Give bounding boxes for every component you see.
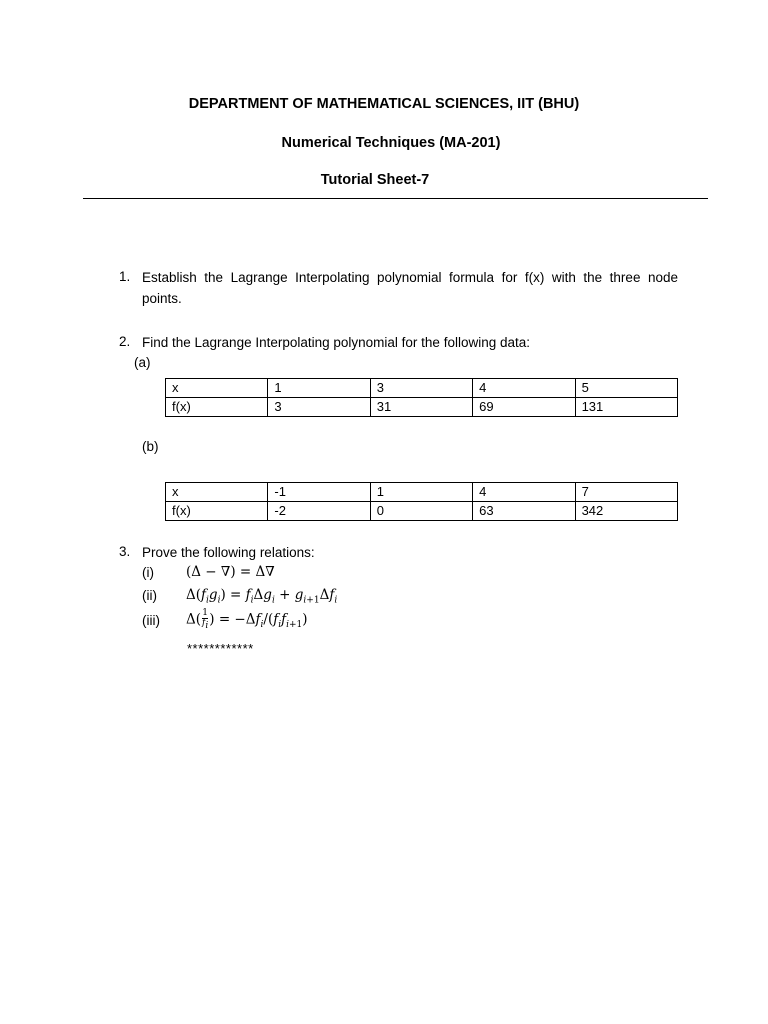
table-cell: 3 — [268, 398, 370, 417]
table-cell: 0 — [370, 502, 472, 521]
part-b-label: (b) — [142, 439, 159, 454]
table-cell: x — [166, 379, 268, 398]
table-row — [166, 398, 678, 417]
table-cell: 4 — [473, 379, 575, 398]
question-2-text: Find the Lagrange Interpolating polynomial for the following data: — [142, 335, 530, 350]
header-divider — [83, 198, 708, 199]
table-cell: 342 — [575, 502, 677, 521]
table-cell: -2 — [268, 502, 370, 521]
table-cell: 63 — [473, 502, 575, 521]
department-title: DEPARTMENT OF MATHEMATICAL SCIENCES, IIT (BHU) — [188, 96, 580, 112]
question-1-text: Establish the Lagrange Interpolating polynomial formula for f(x) with the three node points. — [142, 270, 678, 306]
question-1-number: 1. — [119, 269, 131, 284]
relation-3-formula: Δ( $\frac{1}{f_i}$ ) = $-\Delta f_i/(f_if_{i+1})$ — [186, 608, 308, 631]
table-cell: f(x) — [166, 502, 268, 521]
table-cell: 3 — [370, 379, 472, 398]
table-cell: f(x) — [166, 398, 268, 417]
data-table-b — [165, 482, 678, 521]
table-row — [166, 502, 678, 521]
table-cell: 1 — [370, 483, 472, 502]
table-cell: 1 — [268, 379, 370, 398]
relation-2-formula: $\Delta(f_ig_i) = f_i\Delta g_i + g_{i+1}\Delta f_i$ — [186, 587, 338, 606]
relation-2-label: (ii) — [142, 588, 157, 603]
table-cell: 7 — [575, 483, 677, 502]
table-cell: 5 — [575, 379, 677, 398]
part-a-label: (a) — [134, 355, 151, 370]
table-cell: 31 — [370, 398, 472, 417]
course-title: Numerical Techniques (MA-201) — [281, 135, 501, 151]
table-cell: 4 — [473, 483, 575, 502]
table-row — [166, 483, 678, 502]
data-table-a — [165, 378, 678, 417]
table-cell: x — [166, 483, 268, 502]
end-marker: ************ — [187, 641, 254, 656]
relation-1-label: (i) — [142, 565, 154, 580]
relation-1-formula: (Δ − ∇) = Δ∇ — [186, 564, 275, 580]
relation-3-label: (iii) — [142, 613, 160, 628]
question-2-number: 2. — [119, 334, 131, 349]
table-cell: 69 — [473, 398, 575, 417]
table-cell: -1 — [268, 483, 370, 502]
table-row — [166, 379, 678, 398]
sheet-title: Tutorial Sheet-7 — [320, 172, 430, 188]
question-3-number: 3. — [119, 544, 131, 559]
table-cell: 131 — [575, 398, 677, 417]
question-3-text: Prove the following relations: — [142, 545, 315, 560]
